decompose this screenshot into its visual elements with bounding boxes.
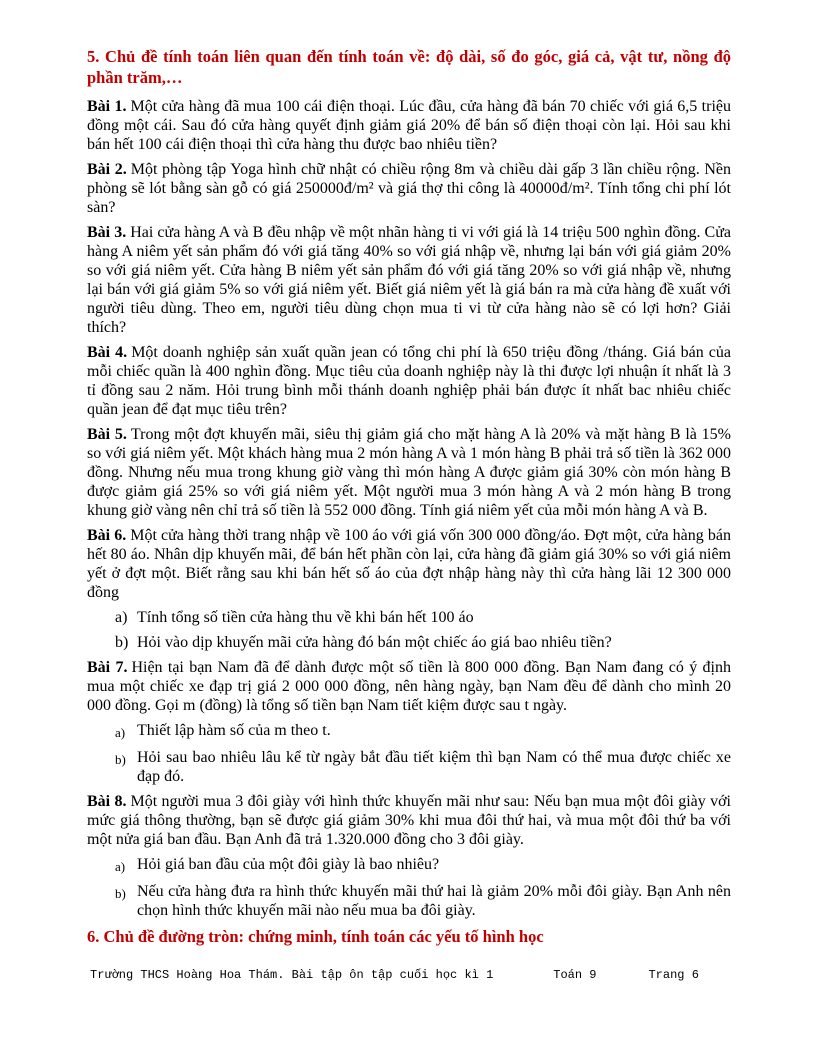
problem-2-paragraph — [87, 160, 731, 217]
problem-4-paragraph — [87, 343, 731, 419]
item-text: Hỏi sau bao nhiêu lâu kể từ ngày bắt đầu tiết kiệm thì bạn Nam có thể mua được chiếc xe đạp đó. — [137, 749, 731, 785]
problem-3-text: Hai cửa hàng A và B đều nhập về một nhãn hàng ti vi với giá là 14 triệu 500 nghìn đồng. Cửa hàng A niêm yết sản phẩm đó với giá tăng 40% so với giá nhập về, nhưng lại bán với giá giảm 20% so với giá niêm yết. Cửa hàng B niêm yết sản phẩm đó với giá tăng 20% so với giá nhập về, nhưng lại bán với giá giảm 5% so với giá niêm yết. Biết giá niêm yết là giá bán ra mà cửa hàng đề xuất với người tiêu dùng. Theo em, người tiêu dùng chọn mua ti vi từ cửa hàng nào sẽ có lợi hơn? Giải thích? — [87, 224, 731, 336]
problem-8-item-b — [115, 882, 731, 920]
problem-6-item-a — [115, 608, 731, 627]
item-text: Hỏi vào dịp khuyến mãi cửa hàng đó bán một chiếc áo giá bao nhiêu tiền? — [137, 634, 612, 651]
footer-subject: Toán 9 — [553, 968, 597, 982]
footer-school-text: Trường THCS Hoàng Hoa Thám. Bài tập ôn tập cuối học kì 1 — [90, 968, 494, 982]
problem-4-text: Một doanh nghiệp sản xuất quần jean có tổng chi phí là 650 triệu đồng /tháng. Giá bán của mỗi chiếc quần là 400 nghìn đồng. Mục tiêu của doanh nghiệp này là thi được lợi nhuận ít nhất là 3 tỉ đồng sau 2 năm. Hỏi trung bình mỗi thánh doanh nghiệp phải bán được ít nhất bac nhiêu chiếc quần jean để đạt mục tiêu trên? — [87, 344, 732, 418]
item-text: Hỏi giá ban đầu của một đôi giày là bao nhiêu? — [137, 856, 440, 873]
problem-4-label: Bài 4. — [87, 344, 128, 361]
problem-6-label: Bài 6. — [87, 527, 127, 544]
problem-7-item-a — [115, 721, 731, 742]
problem-7-text: Hiện tại bạn Nam đã để dành được một số tiền là 800 000 đồng. Bạn Nam đang có ý định mua một chiếc xe đạp trị giá 2 000 000 đồng, nên hàng ngày, bạn Nam đều để dành cho mình 20 000 đồng. Gọi m (đồng) là tổng số tiền bạn Nam tiết kiệm được sau t ngày. — [87, 659, 732, 714]
item-text: Tính tổng số tiền cửa hàng thu về khi bán hết 100 áo — [137, 609, 474, 626]
problem-7-item-b — [115, 748, 731, 786]
problem-3-label: Bài 3. — [87, 224, 127, 241]
problem-8-text: Một người mua 3 đôi giày với hình thức khuyến mãi như sau: Nếu bạn mua một đôi giày với mức giá thông thường, bạn sẽ được giá giảm 30% khi mua đôi thứ hai, và mua một đôi thứ ba với một nửa giá ban đầu. Bạn Anh đã trả 1.320.000 đồng cho 3 đôi giày. — [87, 793, 731, 848]
problem-2-label: Bài 2. — [87, 161, 127, 178]
item-marker: a) — [115, 725, 126, 740]
problem-7-label: Bài 7. — [87, 659, 128, 676]
problem-6-item-b — [115, 633, 731, 652]
page-footer — [90, 968, 731, 982]
problem-5-label: Bài 5. — [87, 426, 127, 443]
problem-8-item-a — [115, 855, 731, 876]
item-marker: b) — [115, 886, 126, 901]
item-marker: b) — [115, 752, 126, 767]
footer-page-number: Trang 6 — [648, 968, 699, 982]
problem-6-text: Một cửa hàng thời trang nhập về 100 áo với giá vốn 300 000 đồng/áo. Đợt một, cửa hàng bán hết 80 áo. Nhân dịp khuyến mãi, để bán hết phần còn lại, cửa hàng đã giảm giá 30% so với giá niêm yết ở đợt một. Biết rằng sau khi bán hết số áo của đợt nhập hàng này thì cửa hàng lãi 12 300 000 đồng — [87, 527, 731, 601]
item-marker: b) — [115, 634, 129, 651]
item-marker: a) — [115, 859, 126, 874]
item-text: Thiết lập hàm số của m theo t. — [137, 722, 331, 739]
section-6-heading: 6. Chủ đề đường tròn: chứng minh, tính toán các yếu tố hình học — [87, 927, 544, 946]
problem-8-paragraph — [87, 792, 731, 849]
problem-5-text: Trong một đợt khuyến mãi, siêu thị giảm giá cho mặt hàng A là 20% và mặt hàng B là 15% so với giá niêm yết. Một khách hàng mua 2 món hàng A và 1 món hàng B phải trả số tiền là 362 000 đồng. Nhưng nếu mua trong khung giờ vàng thì món hàng A được giảm giá 30% còn món hàng B được giảm giá 25% so với giá niêm yết. Một người mua 3 món hàng A và 2 món hàng B trong khung giờ vàng nên chỉ trả số tiền là 552 000 đồng. Tính giá niêm yết của mỗi món hàng A và B. — [87, 426, 732, 519]
item-marker: a) — [115, 609, 128, 626]
problem-2-text: Một phòng tập Yoga hình chữ nhật có chiều rộng 8m và chiều dài gấp 3 lần chiều rộng. Nền phòng sẽ lót bằng sàn gỗ có giá 250000đ/m² và giá thợ thi công là 40000đ/m². Tính tổng chi phí lót sàn? — [87, 161, 731, 216]
problem-7-paragraph — [87, 658, 731, 715]
section-5-heading: 5. Chủ đề tính toán liên quan đến tính toán về: độ dài, số đo góc, giá cả, vật tư, nồng độ phần trăm,… — [87, 47, 731, 87]
problem-1-label: Bài 1. — [87, 98, 127, 115]
problem-8-label: Bài 8. — [87, 793, 127, 810]
item-text: Nếu cửa hàng đưa ra hình thức khuyến mãi thứ hai là giảm 20% mỗi đôi giày. Bạn Anh nên chọn hình thức khuyến mãi nào nếu mua ba đôi giày. — [137, 883, 731, 919]
problem-5-paragraph — [87, 425, 731, 520]
problem-3-paragraph — [87, 223, 731, 337]
problem-1-text: Một cửa hàng đã mua 100 cái điện thoại. Lúc đầu, cửa hàng đã bán 70 chiếc với giá 6,5 triệu đồng một cái. Sau đó cửa hàng quyết định giảm giá 20% để bán số điện thoại còn lại. Hỏi sau khi bán hết 100 cái điện thoại thì cửa hàng thu được bao nhiêu tiền? — [87, 98, 731, 153]
problem-6-paragraph — [87, 526, 731, 602]
problem-1-paragraph — [87, 97, 731, 154]
